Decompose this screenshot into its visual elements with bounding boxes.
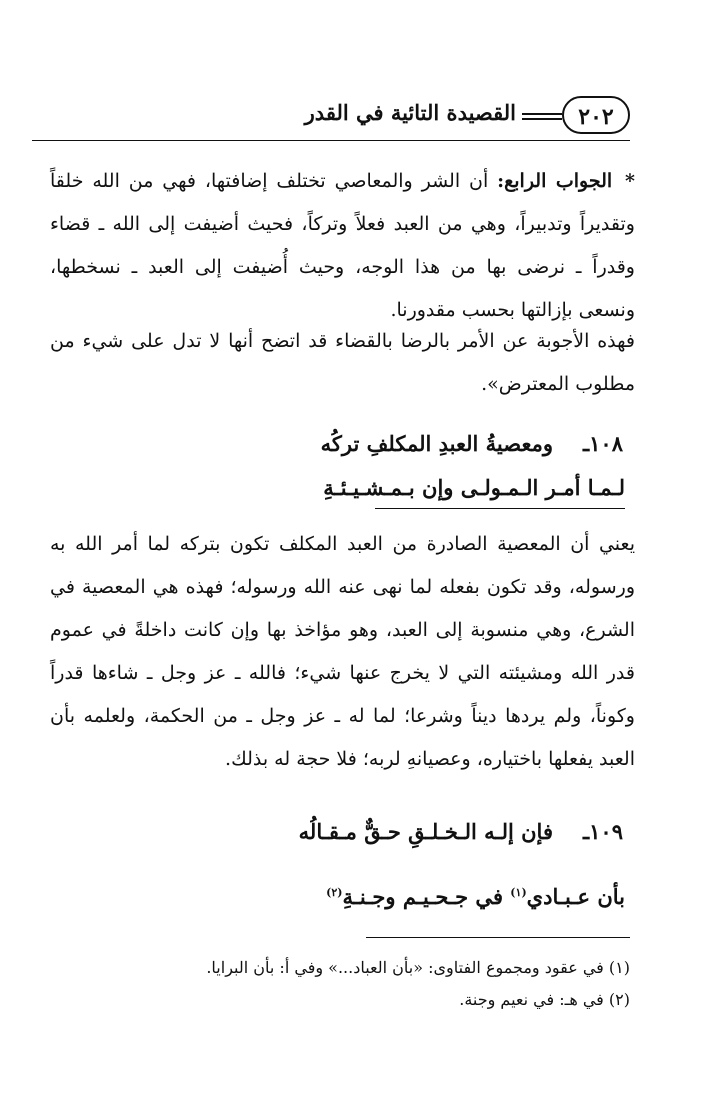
running-header [32,96,630,140]
verse-number-108: ١٠٨ـ [583,431,623,456]
footnote-2: (٢) في هـ: في نعيم وجنة. [459,990,630,1009]
verse-number-109: ١٠٩ـ [583,819,623,844]
footnote-ref-1[interactable]: (١) [510,886,527,899]
footnotes [100,952,630,1016]
paragraph-conclusion: فهذه الأجوبة عن الأمر بالرضا بالقضاء قد اتضح أنها لا تدل على شيء من مطلوب المعترض». [50,330,635,395]
paragraph-lead: الجواب الرابع: [497,170,613,192]
verse-109-line-2-part-a: بأن عـبـادي [526,884,625,909]
verse-109-line-2-part-b: في جـحـيـم وجـنـةِ [342,884,503,909]
star-marker: * [625,170,635,192]
verse-109-line-1: فإن إلـه الـخـلـقِ حـقٌّ مـقـالُه [298,819,553,844]
footnote-separator [366,937,630,938]
header-double-rule [522,113,562,120]
verse-108-line-2: لـمـا أمـر الـمـولـى وإن بـمـشـيـئـةِ [323,475,625,500]
header-title: القصيدة التائية في القدر [304,100,516,125]
footnote-ref-2[interactable]: (٢) [326,886,343,899]
footnote-1: (١) في عقود ومجموع الفتاوى: «بأن العباد...» وفي أ: بأن البرايا. [206,958,630,977]
page-number: ٢٠٢ [562,96,630,134]
verse-109-line-2 [326,880,625,914]
paragraph-commentary: يعني أن المعصية الصادرة من العبد المكلف تكون بتركه لما أمر الله به ورسوله، وقد تكون بفعله لما نهى عنه الله ورسوله؛ فهذه هي المعصية في الشرع، وهي منسوبة إلى العبد، وهو مؤاخذ بها وإن كانت داخلةً في عموم قدر الله ومشيئته التي لا يخرج عنها شيء؛ فالله ـ عز وجل ـ شاءها قدراً وكوناً، ولم يردها ديناً وشرعا؛ لما له ـ عز وجل ـ من الحكمة، ولعلمه بأن العبد يفعلها باختياره، وعصيانهِ لربه؛ فلا حجة له بذلك. [50,533,635,770]
verse-108-line-1: ومعصيةُ العبدِ المكلفِ تركُه [320,431,553,456]
header-underline [32,140,630,141]
paragraph-text: أن الشر والمعاصي تختلف إضافتها، فهي من الله خلقاً وتقديراً وتدبيراً، وهي من العبد فعلاً وتركاً، فحيث أضيفت إلى الله ـ قضاء وقدراً ـ نرضى بها من هذا الوجه، وحيث أُضيفت إلى العبد ـ نسخطها، ونسعى بإزالتها بحسب مقدورنا. [50,170,635,321]
paragraph-fourth-answer [50,160,635,332]
verse-underline [375,508,625,509]
